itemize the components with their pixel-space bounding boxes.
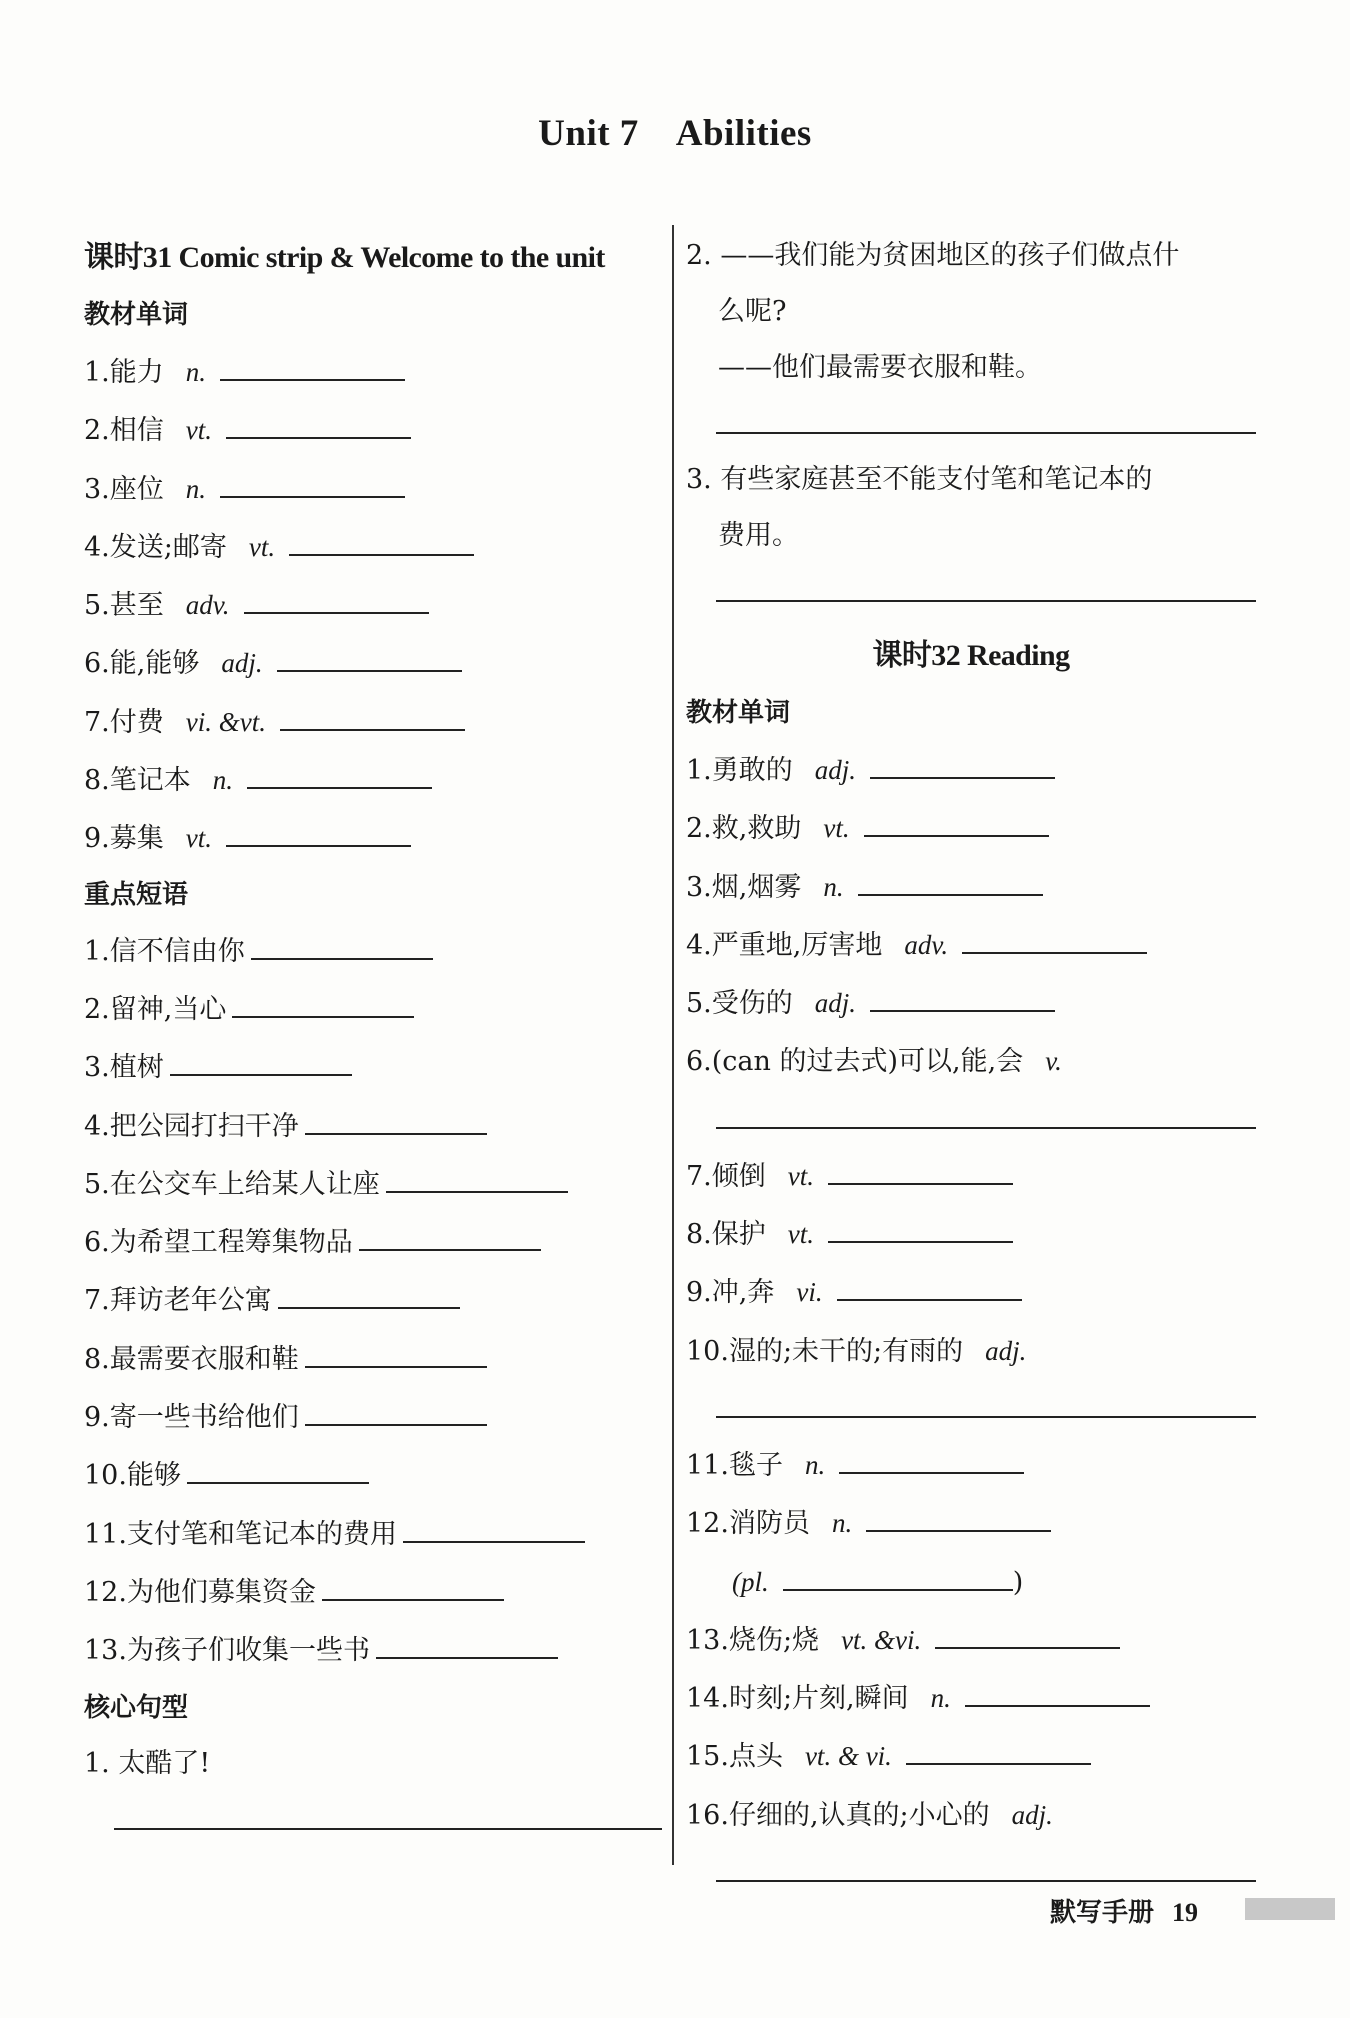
item-chinese: 烟,烟雾 — [711, 871, 802, 903]
item-number: 15. — [686, 1741, 729, 1773]
item-chinese: 募集 — [109, 823, 164, 855]
plural-close: ) — [1012, 1566, 1024, 1598]
sentence-2-line1: 2. ——我们能为贫困地区的孩子们做点什 — [686, 240, 1180, 271]
vocab-item — [84, 1564, 662, 1622]
item-number: 3. — [686, 871, 712, 903]
sentence-2-line2: 么呢? — [718, 296, 787, 327]
item-number: 5. — [686, 988, 712, 1020]
item-number: 7. — [686, 1160, 712, 1192]
item-number: 11. — [686, 1449, 729, 1481]
item-number: 13. — [686, 1624, 729, 1656]
part-of-speech: n. — [823, 871, 844, 902]
answer-blank[interactable] — [828, 1151, 1013, 1185]
answer-blank[interactable] — [226, 813, 411, 847]
answer-blank[interactable] — [305, 1392, 487, 1426]
item-chinese: 笔记本 — [109, 765, 191, 797]
item-chinese: 为希望工程筹集物品 — [109, 1227, 353, 1259]
item-chinese: 能,能够 — [109, 648, 200, 680]
vocab-item — [84, 1098, 662, 1156]
item-chinese: 在公交车上给某人让座 — [109, 1168, 380, 1200]
part-of-speech: adj. — [985, 1335, 1027, 1366]
vocab-item — [686, 1322, 1256, 1380]
vocab-list — [686, 741, 1256, 1032]
part-of-speech: n. — [831, 1508, 853, 1539]
vocab-list — [686, 1147, 1256, 1322]
vocab-item — [686, 858, 1256, 916]
item-chinese: 毯子 — [728, 1449, 783, 1481]
item-number: 4. — [686, 929, 712, 961]
footer-decoration — [1245, 1898, 1335, 1920]
sentence-3-line2: 费用。 — [718, 520, 799, 551]
footer-label: 默写手册 — [1050, 1898, 1155, 1928]
vocab-item — [686, 1669, 1256, 1727]
answer-blank[interactable] — [277, 638, 462, 672]
item-number: 8. — [84, 765, 110, 797]
item-number: 10. — [686, 1335, 729, 1367]
vocab-item — [84, 1156, 662, 1214]
part-of-speech: vt. — [787, 1160, 815, 1191]
plural-label: (pl. — [732, 1566, 769, 1597]
sentence-heading: 核心句型 — [84, 1692, 189, 1723]
plural-blank[interactable] — [783, 1557, 1013, 1591]
item-chinese: 严重地,厉害地 — [711, 929, 883, 961]
item-number: 4. — [84, 531, 110, 563]
answer-blank[interactable] — [858, 862, 1043, 896]
item-chinese: 受伤的 — [711, 988, 793, 1020]
vocab-item — [686, 1436, 1256, 1494]
sentence-2-line3: ——他们最需要衣服和鞋。 — [718, 352, 1042, 383]
item-number: 1. — [84, 935, 110, 967]
item-chinese: 拜访老年公寓 — [109, 1285, 272, 1317]
answer-blank[interactable] — [839, 1440, 1024, 1474]
answer-blank[interactable] — [870, 745, 1055, 779]
answer-blank[interactable] — [280, 697, 465, 731]
part-of-speech: adj. — [1011, 1799, 1053, 1830]
item-number: 5. — [84, 590, 110, 622]
answer-blank[interactable] — [403, 1509, 585, 1543]
footer — [1050, 1892, 1198, 1929]
part-of-speech: vt. — [823, 813, 850, 844]
part-of-speech: vt. — [248, 531, 276, 562]
item-number: 3. — [84, 1052, 110, 1084]
answer-line[interactable] — [686, 1091, 1256, 1147]
item-number: 9. — [686, 1277, 712, 1309]
vocab-item — [84, 923, 662, 981]
answer-blank[interactable] — [305, 1334, 487, 1368]
answer-blank[interactable] — [837, 1267, 1022, 1301]
vocab-item — [686, 916, 1256, 974]
answer-blank[interactable] — [220, 464, 405, 498]
answer-blank[interactable] — [251, 926, 433, 960]
item-number: 2. — [686, 813, 712, 845]
vocab-item — [686, 1263, 1256, 1321]
vocab-item — [686, 1611, 1256, 1669]
sentence-1: 1. 太酷了! — [84, 1747, 211, 1779]
vocab-item — [686, 1147, 1256, 1205]
item-chinese: 倾倒 — [711, 1160, 766, 1192]
part-of-speech: vt. & vi. — [804, 1741, 892, 1772]
answer-blank[interactable] — [247, 755, 432, 789]
sentence-3-line1: 3. 有些家庭甚至不能支付笔和笔记本的 — [686, 464, 1153, 495]
item-number: 7. — [84, 1285, 110, 1317]
answer-line[interactable] — [686, 1380, 1256, 1436]
item-number: 9. — [84, 823, 110, 855]
vocab-item — [84, 1447, 662, 1505]
item-number: 4. — [84, 1110, 110, 1142]
right-column — [686, 228, 1256, 1900]
vocab-list — [686, 1611, 1256, 1786]
vocab-item — [84, 1622, 662, 1680]
answer-line[interactable] — [84, 1792, 662, 1848]
answer-line[interactable] — [686, 396, 1256, 452]
vocab-item — [84, 1039, 662, 1097]
item-chinese: (can 的过去式)可以,能,会 — [711, 1046, 1024, 1078]
vocab-item — [84, 518, 662, 576]
answer-blank[interactable] — [305, 1101, 487, 1135]
left-column — [84, 228, 662, 1848]
vocab-item — [84, 809, 662, 867]
item-chinese: 为孩子们收集一些书 — [126, 1635, 370, 1667]
vocab-item — [84, 1331, 662, 1389]
answer-blank[interactable] — [187, 1450, 369, 1484]
part-of-speech: n. — [212, 765, 234, 796]
vocab-item — [686, 1032, 1256, 1090]
vocab-heading: 教材单词 — [686, 698, 791, 728]
item-chinese: 植树 — [109, 1052, 164, 1084]
answer-blank[interactable] — [906, 1731, 1091, 1765]
part-of-speech: adj. — [814, 988, 857, 1019]
item-chinese: 仔细的,认真的;小心的 — [728, 1799, 990, 1831]
answer-blank[interactable] — [278, 1275, 460, 1309]
answer-blank[interactable] — [962, 920, 1147, 954]
item-chinese: 点头 — [728, 1741, 783, 1773]
item-number: 7. — [84, 706, 110, 738]
item-chinese: 最需要衣服和鞋 — [109, 1343, 299, 1375]
vocab-item — [686, 799, 1256, 857]
item-chinese: 把公园打扫干净 — [109, 1110, 299, 1142]
item-number: 6. — [686, 1046, 712, 1078]
vocab-item — [84, 401, 662, 459]
answer-blank[interactable] — [965, 1673, 1150, 1707]
vocab-list — [686, 1436, 1256, 1553]
item-number: 6. — [84, 1227, 110, 1259]
vocab-item — [686, 974, 1256, 1032]
item-number: 10. — [84, 1460, 127, 1492]
item-number: 5. — [84, 1168, 110, 1200]
vocab-item — [686, 1494, 1256, 1552]
answer-blank[interactable] — [870, 978, 1055, 1012]
vocab-item — [686, 1786, 1256, 1844]
part-of-speech: n. — [185, 473, 207, 504]
item-chinese: 寄一些书给他们 — [109, 1402, 299, 1434]
item-number: 2. — [84, 993, 110, 1025]
item-number: 9. — [84, 1402, 110, 1434]
item-chinese: 时刻;片刻,瞬间 — [728, 1683, 909, 1715]
item-chinese: 救,救助 — [711, 813, 802, 845]
answer-blank[interactable] — [866, 1498, 1051, 1532]
item-chinese: 相信 — [109, 415, 164, 447]
part-of-speech: adj. — [814, 755, 857, 785]
vocab-item — [84, 1214, 662, 1272]
answer-blank[interactable] — [170, 1042, 352, 1076]
column-divider — [672, 225, 674, 1865]
part-of-speech: vt. — [787, 1219, 815, 1250]
answer-blank[interactable] — [935, 1615, 1120, 1649]
vocab-item — [686, 1205, 1256, 1263]
vocab-item — [84, 693, 662, 751]
item-chinese: 留神,当心 — [109, 993, 227, 1025]
item-number: 16. — [686, 1799, 729, 1831]
vocab-item — [84, 343, 662, 401]
vocab-list — [84, 343, 662, 868]
vocab-item — [84, 1506, 662, 1564]
answer-blank[interactable] — [386, 1159, 568, 1193]
item-chinese: 能力 — [109, 357, 164, 388]
answer-blank[interactable] — [220, 347, 405, 381]
part-of-speech: vi. — [796, 1277, 823, 1308]
item-number: 13. — [84, 1635, 127, 1667]
part-of-speech: adv. — [904, 929, 949, 960]
item-number: 14. — [686, 1683, 729, 1715]
part-of-speech: n. — [804, 1449, 826, 1480]
vocab-item — [84, 751, 662, 809]
item-number: 12. — [84, 1576, 127, 1608]
item-chinese: 支付笔和笔记本的费用 — [126, 1518, 397, 1550]
item-chinese: 能够 — [126, 1460, 181, 1492]
answer-blank[interactable] — [322, 1567, 504, 1601]
vocab-item — [84, 634, 662, 692]
item-number: 1. — [84, 357, 110, 388]
answer-blank[interactable] — [864, 803, 1049, 837]
item-chinese: 座位 — [109, 473, 164, 505]
vocab-item — [84, 460, 662, 518]
item-number: 6. — [84, 648, 110, 680]
item-chinese: 保护 — [711, 1219, 766, 1251]
item-chinese: 发送;邮寄 — [109, 531, 227, 563]
phrase-heading: 重点短语 — [84, 879, 189, 910]
item-chinese: 甚至 — [109, 590, 164, 622]
item-chinese: 勇敢的 — [711, 755, 793, 786]
answer-blank[interactable] — [376, 1625, 558, 1659]
vocab-item — [686, 1727, 1256, 1785]
vocab-item — [84, 981, 662, 1039]
vocab-item — [84, 1389, 662, 1447]
lesson-31-header: 课时31 Comic strip & Welcome to the unit — [84, 241, 605, 274]
vocab-item — [84, 1272, 662, 1330]
item-number: 8. — [84, 1343, 110, 1375]
vocab-heading: 教材单词 — [84, 300, 189, 330]
item-number: 1. — [686, 755, 712, 786]
plural-row — [686, 1553, 1256, 1611]
page-number: 19 — [1172, 1898, 1199, 1927]
answer-blank[interactable] — [289, 522, 474, 556]
answer-blank[interactable] — [828, 1209, 1013, 1243]
item-chinese: 信不信由你 — [109, 935, 245, 967]
phrase-list — [84, 923, 662, 1681]
item-chinese: 湿的;未干的;有雨的 — [728, 1335, 964, 1367]
vocab-item — [686, 741, 1256, 799]
item-chinese: 冲,奔 — [711, 1277, 775, 1309]
part-of-speech: vt. — [185, 415, 213, 446]
answer-line[interactable] — [686, 564, 1256, 620]
item-chinese: 消防员 — [728, 1508, 810, 1540]
answer-blank[interactable] — [359, 1217, 541, 1251]
answer-blank[interactable] — [226, 405, 411, 439]
item-chinese: 为他们募集资金 — [126, 1576, 316, 1608]
lesson-32-header: 课时32 Reading — [872, 639, 1070, 672]
item-number: 2. — [84, 415, 110, 447]
part-of-speech: adj. — [221, 648, 263, 679]
item-chinese: 烧伤;烧 — [728, 1624, 820, 1656]
vocab-item — [84, 576, 662, 634]
part-of-speech: vt. &vi. — [841, 1624, 922, 1655]
item-chinese: 付费 — [109, 706, 164, 738]
item-number: 12. — [686, 1508, 729, 1540]
part-of-speech: adv. — [185, 590, 230, 621]
part-of-speech: vi. &vt. — [185, 706, 266, 737]
page-title: Unit 7 Abilities — [538, 113, 812, 154]
part-of-speech: vt. — [185, 823, 213, 854]
item-number: 11. — [84, 1518, 127, 1550]
answer-blank[interactable] — [232, 984, 414, 1018]
item-number: 3. — [84, 473, 110, 505]
part-of-speech: n. — [185, 357, 207, 387]
answer-blank[interactable] — [244, 580, 429, 614]
part-of-speech: n. — [930, 1683, 951, 1714]
item-number: 8. — [686, 1219, 712, 1251]
part-of-speech: v. — [1045, 1046, 1062, 1077]
